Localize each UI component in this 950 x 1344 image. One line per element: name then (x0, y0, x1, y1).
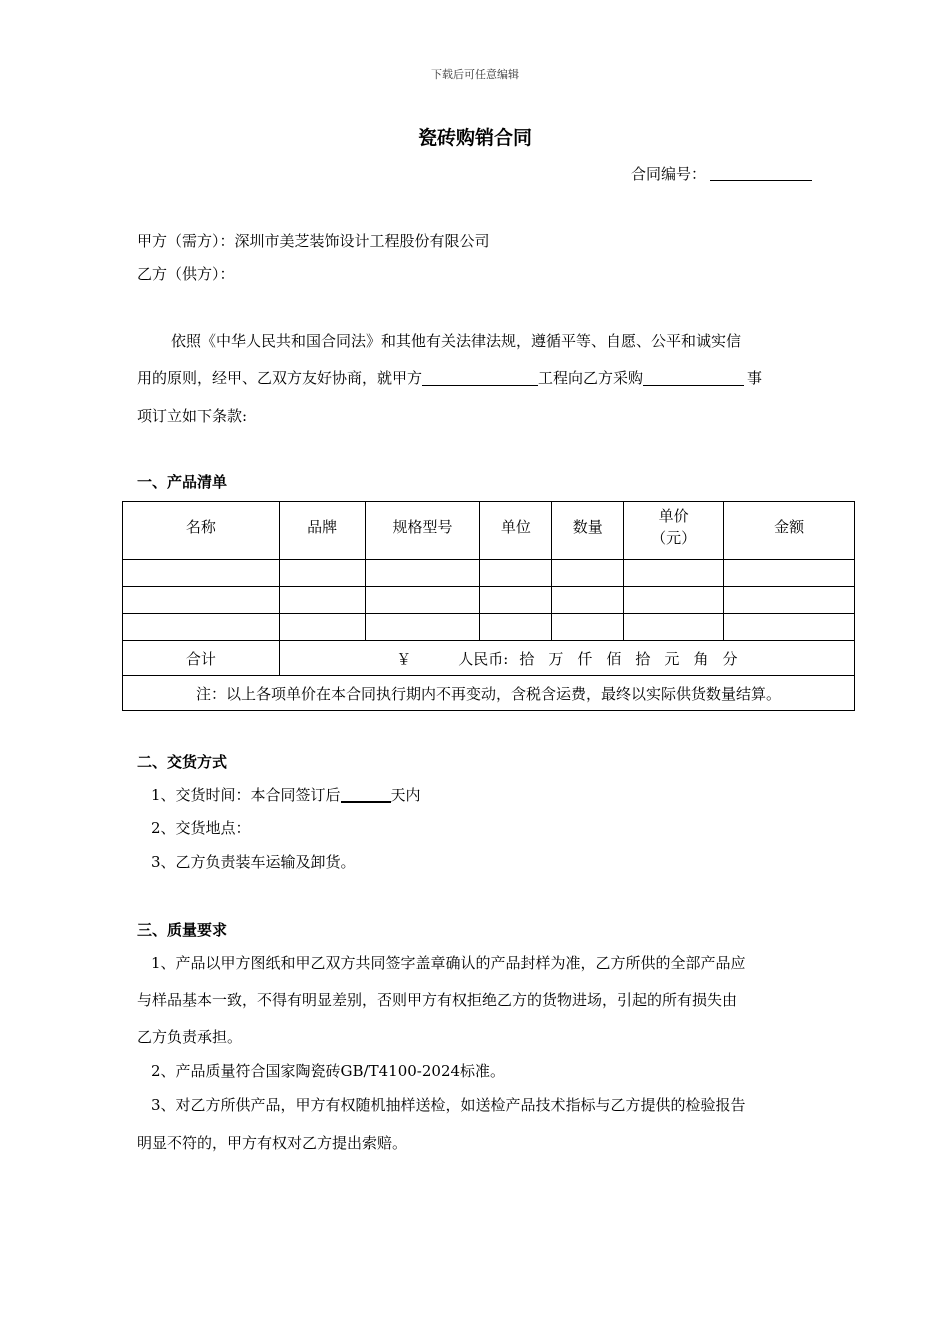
delivery-time-label: 1、交货时间：本合同签订后 (151, 786, 341, 804)
quality-item1-line3: 乙方负责承担。 (137, 1028, 243, 1046)
table-header-row (123, 502, 855, 560)
intro-line-3: 项订立如下条款: (137, 407, 248, 425)
header-brand: 品牌 (279, 502, 365, 560)
delivery-time-suffix: 天内 (390, 786, 421, 804)
rmb-unit: 分 (722, 649, 738, 668)
intro-line-1: 依照《中华人民共和国合同法》和其他有关法律法规，遵循平等、自愿、公平和诚实信 (171, 332, 742, 350)
header-amount: 金额 (724, 502, 855, 560)
table-row (123, 614, 855, 641)
table-cell[interactable] (624, 614, 724, 641)
table-cell[interactable] (279, 560, 365, 587)
rmb-unit: 元 (664, 649, 680, 668)
header-unit: 单位 (480, 502, 552, 560)
table-note-row (123, 676, 855, 711)
contract-number (631, 163, 812, 184)
table-note: 注：以上各项单价在本合同执行期内不再变动，含税含运费，最终以实际供货数量结算。 (123, 676, 855, 711)
purchase-item-blank (643, 371, 744, 386)
table-cell[interactable] (480, 587, 552, 614)
currency-symbol: ￥ (396, 649, 412, 668)
table-cell[interactable] (724, 560, 855, 587)
quality-item1-line2: 与样品基本一致，不得有明显差别，否则甲方有权拒绝乙方的货物进场，引起的所有损失由 (137, 991, 738, 1009)
party-a: 甲方（需方）：深圳市美芝装饰设计工程股份有限公司 (137, 232, 490, 250)
project-blank (422, 371, 538, 386)
table-cell[interactable] (480, 614, 552, 641)
table-total-row (123, 641, 855, 676)
rmb-unit: 拾 (635, 649, 651, 668)
quality-item3-line1: 3、对乙方所供产品，甲方有权随机抽样送检，如送检产品技术指标与乙方提供的检验报告 (151, 1096, 746, 1114)
header-quantity: 数量 (552, 502, 624, 560)
table-cell[interactable] (552, 560, 624, 587)
quality-item2: 2、产品质量符合国家陶瓷砖GB/T4100-2024标准。 (151, 1062, 506, 1080)
header-unit-price (624, 502, 724, 560)
delivery-place: 2、交货地点： (151, 819, 251, 837)
table-cell[interactable] (123, 587, 280, 614)
table-row (123, 587, 855, 614)
table-cell[interactable] (724, 614, 855, 641)
total-label: 合计 (123, 641, 280, 676)
table-cell[interactable] (365, 614, 480, 641)
header-unit-price-currency: （元） (651, 529, 697, 547)
intro-line-2 (137, 367, 762, 388)
table-cell[interactable] (552, 587, 624, 614)
delivery-days-blank (341, 787, 391, 803)
table-cell[interactable] (365, 560, 480, 587)
header-name: 名称 (123, 502, 280, 560)
rmb-unit: 仟 (577, 649, 593, 668)
table-cell[interactable] (624, 560, 724, 587)
table-cell[interactable] (279, 587, 365, 614)
intro-line-2-b: 工程向乙方采购 (538, 369, 644, 387)
contract-number-label: 合同编号： (631, 165, 707, 183)
table-cell[interactable] (123, 614, 280, 641)
section1-title: 一、产品清单 (137, 473, 228, 491)
intro-line-2-c: 事 (747, 369, 763, 387)
delivery-time (151, 784, 421, 805)
quality-item1-line1: 1、产品以甲方图纸和甲乙双方共同签字盖章确认的产品封样为准，乙方所供的全部产品应 (151, 954, 746, 972)
quality-item3-line2: 明显不符的，甲方有权对乙方提出索赔。 (137, 1134, 408, 1152)
rmb-label: 人民币: (458, 649, 509, 668)
rmb-unit: 拾 (519, 649, 535, 668)
total-amount (279, 641, 854, 676)
table-cell[interactable] (480, 560, 552, 587)
table-cell[interactable] (123, 560, 280, 587)
delivery-transport: 3、乙方负责装车运输及卸货。 (151, 853, 356, 871)
table-cell[interactable] (624, 587, 724, 614)
table-cell[interactable] (724, 587, 855, 614)
header-note: 下载后可任意编辑 (431, 68, 519, 81)
rmb-unit: 角 (693, 649, 709, 668)
page-title: 瓷砖购销合同 (417, 127, 532, 149)
section3-title: 三、质量要求 (137, 921, 228, 939)
intro-line-2-a: 用的原则，经甲、乙双方友好协商，就甲方 (137, 369, 423, 387)
rmb-unit: 佰 (606, 649, 622, 668)
section2-title: 二、交货方式 (137, 753, 228, 771)
product-table (122, 501, 855, 711)
table-cell[interactable] (365, 587, 480, 614)
header-spec: 规格型号 (365, 502, 480, 560)
header-unit-price-label: 单价 (658, 507, 689, 525)
rmb-unit: 万 (548, 649, 564, 668)
table-cell[interactable] (552, 614, 624, 641)
party-b: 乙方（供方）： (137, 265, 235, 283)
contract-number-blank (710, 166, 812, 181)
table-row (123, 560, 855, 587)
table-cell[interactable] (279, 614, 365, 641)
